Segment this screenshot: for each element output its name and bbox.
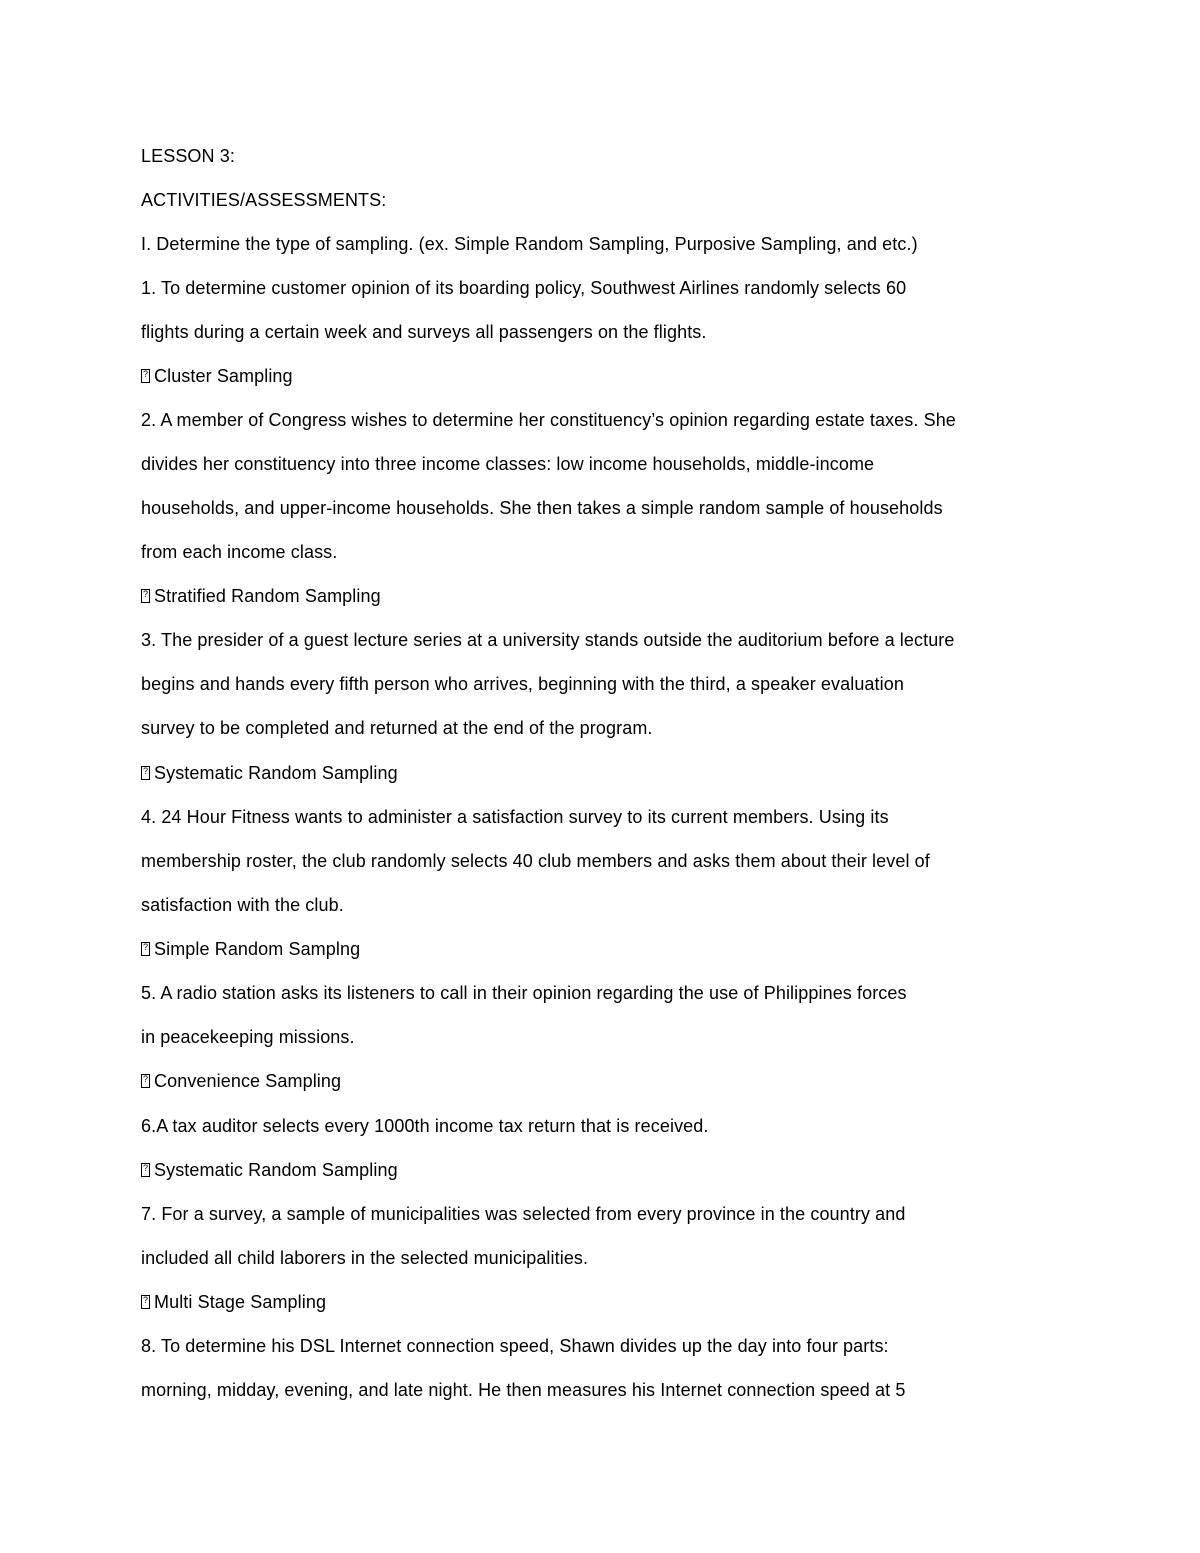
question-3-line-3: survey to be completed and returned at the end of the program. <box>141 718 653 738</box>
answer-1 <box>141 365 293 387</box>
answer-7-text: Multi Stage Sampling <box>154 1292 327 1312</box>
answer-4-text: Simple Random Samplng <box>154 939 361 959</box>
answer-5-text: Convenience Sampling <box>154 1071 342 1091</box>
answer-1-text: Cluster Sampling <box>154 366 293 386</box>
question-5-line-1: 5. A radio station asks its listeners to call in their opinion regarding the use of Philippines forces <box>141 983 907 1003</box>
section-title: ACTIVITIES/ASSESSMENTS: <box>141 190 387 210</box>
missing-glyph-icon <box>141 369 150 383</box>
lesson-title: LESSON 3: <box>141 146 235 166</box>
question-5-line-2: in peacekeeping missions. <box>141 1027 355 1047</box>
missing-glyph-icon <box>141 589 150 603</box>
question-2-line-3: households, and upper-income households. She then takes a simple random sample of households <box>141 498 943 518</box>
question-1-line-1: 1. To determine customer opinion of its boarding policy, Southwest Airlines randomly selects 60 <box>141 278 907 298</box>
answer-4 <box>141 938 360 960</box>
answer-5 <box>141 1070 341 1092</box>
answer-2 <box>141 585 381 607</box>
missing-glyph-icon <box>141 942 150 956</box>
question-8-line-2: morning, midday, evening, and late night. He then measures his Internet connection speed at 5 <box>141 1380 906 1400</box>
question-8-line-1: 8. To determine his DSL Internet connection speed, Shawn divides up the day into four parts: <box>141 1336 889 1356</box>
missing-glyph-icon <box>141 1163 150 1177</box>
question-7-line-2: included all child laborers in the selected municipalities. <box>141 1248 589 1268</box>
answer-7 <box>141 1291 326 1313</box>
question-7-line-1: 7. For a survey, a sample of municipalities was selected from every province in the country and <box>141 1204 906 1224</box>
instruction-text: I. Determine the type of sampling. (ex. Simple Random Sampling, Purposive Sampling, and etc.) <box>141 234 918 254</box>
question-2-line-4: from each income class. <box>141 542 338 562</box>
answer-2-text: Stratified Random Sampling <box>154 586 381 606</box>
missing-glyph-icon <box>141 1295 150 1309</box>
question-2-line-2: divides her constituency into three income classes: low income households, middle-income <box>141 454 875 474</box>
question-3-line-2: begins and hands every fifth person who arrives, beginning with the third, a speaker evaluation <box>141 674 904 694</box>
answer-3 <box>141 762 398 784</box>
question-2-line-1: 2. A member of Congress wishes to determine her constituency’s opinion regarding estate taxes. She <box>141 410 956 430</box>
question-4-line-3: satisfaction with the club. <box>141 895 344 915</box>
question-1-line-2: flights during a certain week and surveys all passengers on the flights. <box>141 322 707 342</box>
missing-glyph-icon <box>141 766 150 780</box>
missing-glyph-icon <box>141 1074 150 1088</box>
answer-6-text: Systematic Random Sampling <box>154 1160 398 1180</box>
answer-6 <box>141 1159 398 1181</box>
question-6-line-1: 6.A tax auditor selects every 1000th income tax return that is received. <box>141 1116 709 1136</box>
question-4-line-2: membership roster, the club randomly selects 40 club members and asks them about their level of <box>141 851 930 871</box>
question-4-line-1: 4. 24 Hour Fitness wants to administer a satisfaction survey to its current members. Using its <box>141 807 889 827</box>
question-3-line-1: 3. The presider of a guest lecture series at a university stands outside the auditorium before a lecture <box>141 630 955 650</box>
answer-3-text: Systematic Random Sampling <box>154 763 398 783</box>
